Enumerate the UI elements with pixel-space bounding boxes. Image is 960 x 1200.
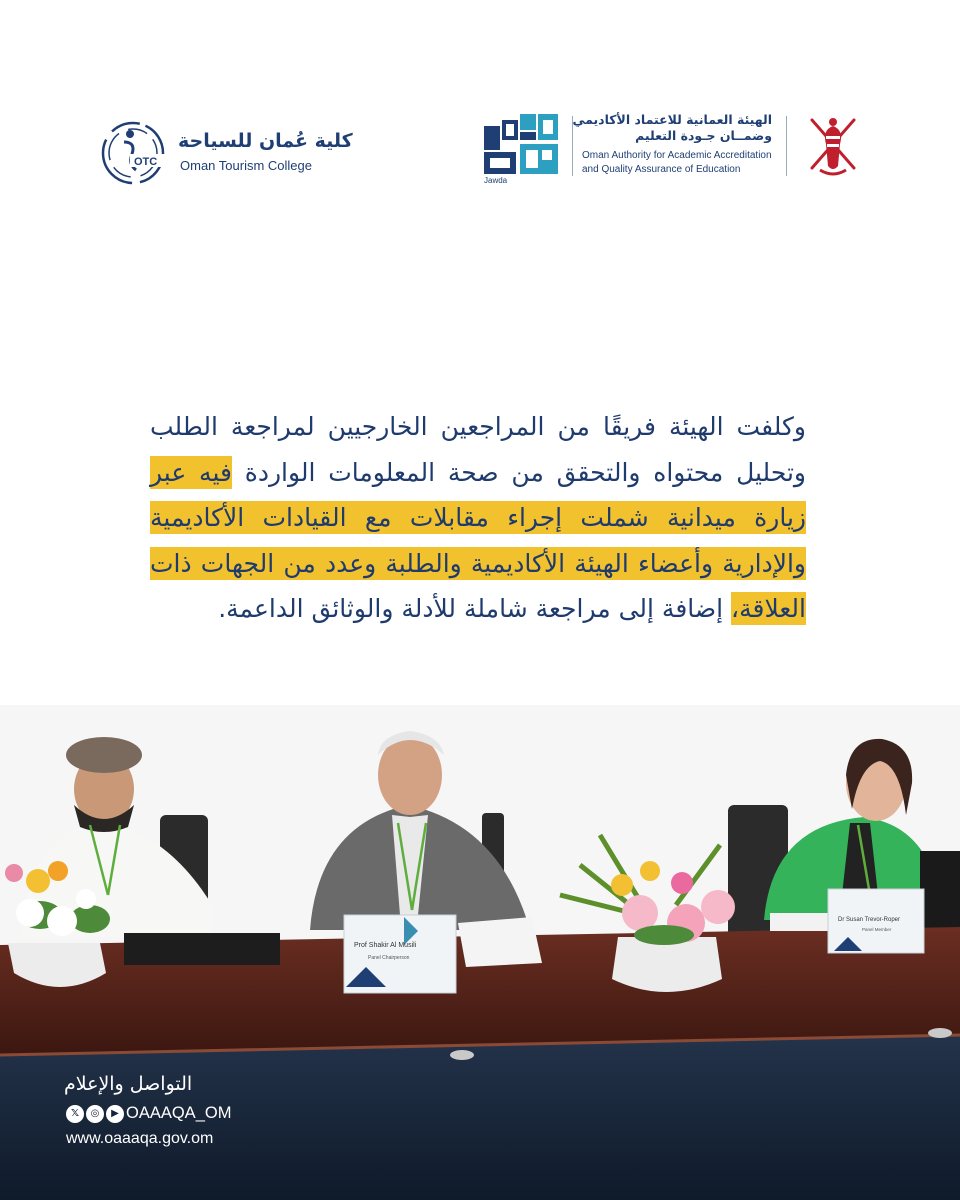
social-handle[interactable]: OAAAQA_OM: [126, 1104, 232, 1122]
authority-name-arabic-line2: وضمــان جـودة التعليم: [635, 128, 772, 143]
otc-name-arabic: كلية عُمان للسياحة: [178, 130, 353, 152]
authority-name-english-line2: and Quality Assurance of Education: [582, 164, 741, 175]
meeting-photo-illustration: [0, 705, 960, 1200]
otc-logo: [100, 118, 353, 188]
body-text-highlight: فيه عبر زيارة ميدانية شملت إجراء مقابلات مع القيادات الأكاديمية والإدارية وأعضاء الهيئة الأكاديمية والطلبة وعدد من الجهات ذات العلاقة،: [150, 457, 806, 623]
placard-center-role: Panel Chairperson: [368, 955, 410, 961]
department-label: التواصل والإعلام: [64, 1073, 193, 1095]
instagram-icon[interactable]: ◎: [86, 1105, 104, 1123]
jawda-wordmark: Jawda: [484, 176, 508, 185]
placard-center-name: Prof Shakir Al Musili: [354, 942, 417, 949]
authority-name-arabic-line1: الهيئة العمانية للاعتماد الأكاديمي: [572, 112, 772, 127]
placard-right-role: Panel Member: [862, 927, 892, 932]
jawda-logo-icon: [482, 112, 562, 176]
placard-right-name: Dr Susan Trevor-Roper: [838, 917, 901, 923]
youtube-icon[interactable]: ▶: [106, 1105, 124, 1123]
header-divider: [786, 116, 787, 176]
otc-name-english: Oman Tourism College: [180, 158, 312, 173]
authority-name-english-line1: Oman Authority for Academic Accreditation: [582, 150, 772, 161]
body-text-end: إضافة إلى مراجعة شاملة للأدلة والوثائق الداعمة.: [218, 594, 732, 623]
body-paragraph: [150, 404, 806, 632]
authority-logo: [572, 112, 772, 182]
website-link[interactable]: www.oaaaqa.gov.om: [66, 1130, 214, 1147]
otc-monogram: OTC: [134, 156, 158, 168]
body-text-start: وكلفت الهيئة فريقًا من المراجعين الخارجيين لمراجعة الطلب وتحليل محتواه والتحقق من صحة المعلومات الواردة: [150, 412, 806, 487]
otc-logo-icon: [100, 120, 170, 186]
oman-khanjar-emblem-icon: [800, 110, 866, 180]
meeting-photo: [0, 705, 960, 1200]
jawda-logo: [482, 112, 562, 188]
x-icon[interactable]: 𝕏: [66, 1105, 84, 1123]
